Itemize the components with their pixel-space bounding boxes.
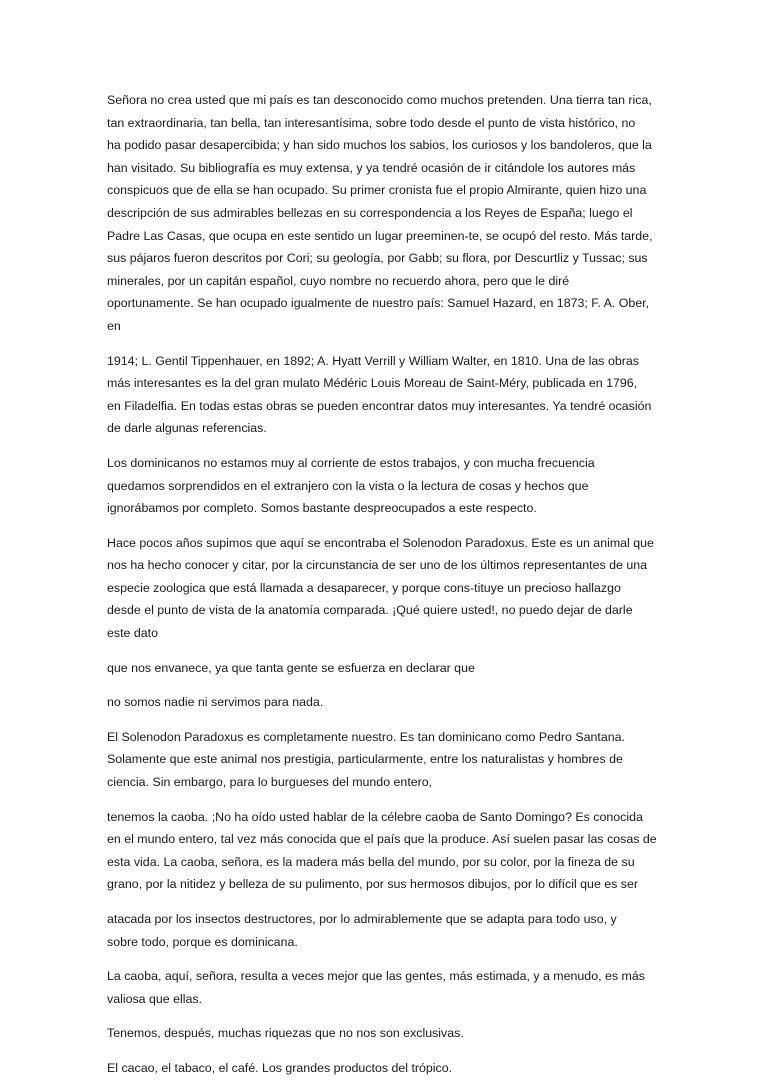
paragraph-3: Los dominicanos no estamos muy al corriente de estos trabajos, y con mucha frecuencia quedamos sorprendidos en el extranjero con la vista o la lectura de cosas y hechos que ignorábamos por completo. Somos bastante despreocupados a este respecto. [107,455,595,516]
paragraph-8: tenemos la caoba. ;No ha oído usted hablar de la célebre caoba de Santo Domingo? Es conocida en el mundo entero, tal vez más conocida que el país que la produce. Así suelen pasar las cosas de esta vida. La caoba, señora, es la madera más bella del mundo, por su color, por la fineza de su grano, por la nitidez y belleza de su pulimento, por sus hermosos dibujos, por lo difícil que es ser [107,809,657,892]
paragraph-6: no somos nadie ni servimos para nada. [107,695,324,710]
document-page [107,89,667,1092]
paragraph-1: Señora no crea usted que mi país es tan desconocido como muchos pretenden. Una tierra tan rica, tan extraordinaria, tan bella, tan interesantísima, sobre todo desde el punto de vista histórico, no ha podido pasar desapercibida; y han sido muchos los sabios, los curiosos y los bandoleros, que la han visitado. Su bibliografía es muy extensa, y ya tendré ocasión de ir citándole los autores más conspicuos que de ella se han ocupado. Su primer cronista fue el propio Almirante, quien hizo una descripción de sus admirables bellezas en su correspondencia a los Reyes de España; luego el Padre Las Casas, que ocupa en este sentido un lugar preeminen-te, se ocupó del resto. Más tarde, sus pájaros fueron descritos por Cori; su geología, por Gabb; su flora, por Descurtliz y Tussac; sus minerales, por un capitán español, cuyo nombre no recuerdo ahora, pero que le diré oportunamente. Se han ocupado igualmente de nuestro país: Samuel Hazard, en 1873; F. A. Ober, en [107,93,653,333]
paragraph-10: La caoba, aquí, señora, resulta a veces mejor que las gentes, más estimada, y a menudo, es más valiosa que ellas. [107,969,645,1006]
paragraph-4: Hace pocos años supimos que aquí se encontraba el Solenodon Paradoxus. Este es un animal que nos ha hecho conocer y citar, por la circunstancia de ser uno de los últimos representantes de una especie zoologica que está llamada a desaparecer, y porque cons-tituye un precioso hallazgo desde el punto de vista de la anatomía comparada. ¡Qué quiere usted!, no puedo dejar de darle este dato [107,535,654,641]
paragraph-12: El cacao, el tabaco, el café. Los grandes productos del trópico. [107,1060,453,1075]
paragraph-2: 1914; L. Gentil Tippenhauer, en 1892; A. Hyatt Verrill y William Walter, en 1810. Una de las obras más interesantes es la del gran mulato Médéric Louis Moreau de Saint-Méry, publicada en 1796, en Filadelfia. En todas estas obras se pueden encontrar datos muy interesantes. Ya tendré ocasión de darle algunas referencias. [107,353,652,436]
paragraph-9: atacada por los insectos destructores, por lo admirablemente que se adapta para todo uso, y sobre todo, porque es dominicana. [107,912,617,949]
paragraph-11: Tenemos, después, muchas riquezas que no nos son exclusivas. [107,1026,464,1041]
paragraph-5: que nos envanece, ya que tanta gente se esfuerza en declarar que [107,660,475,675]
paragraph-7: El Solenodon Paradoxus es completamente nuestro. Es tan dominicano como Pedro Santana. Solamente que este animal nos prestigia, particularmente, entre los naturalistas y hombres de ciencia. Sin embargo, para lo burgueses del mundo entero, [107,729,625,790]
